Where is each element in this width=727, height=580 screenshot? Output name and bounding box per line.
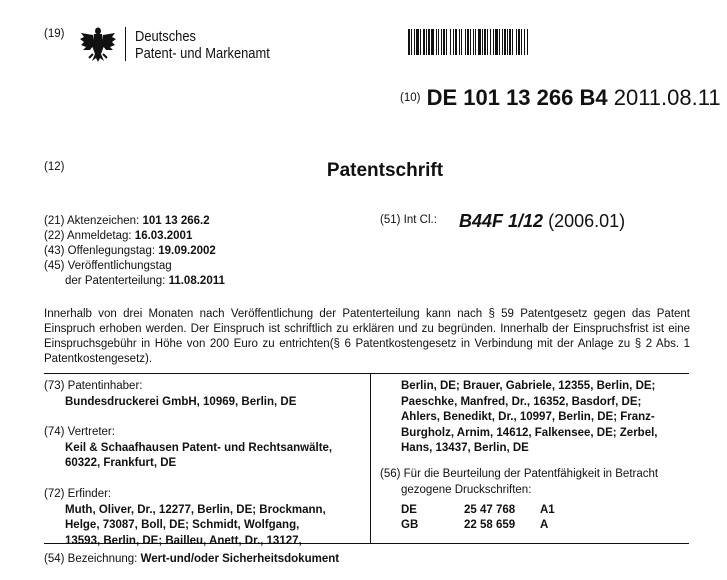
document-type: Patentschrift xyxy=(326,160,444,181)
erfinder-continued-line: Hans, 13437, Berlin, DE xyxy=(401,442,529,454)
citation-country: DE xyxy=(401,504,417,516)
vertreter-line-2: 60322, Frankfurt, DE xyxy=(65,457,177,469)
veroeffentlichung-row xyxy=(44,259,225,274)
vertreter-label: Vertreter: xyxy=(67,426,115,438)
erfinder-line: Muth, Oliver, Dr., 12277, Berlin, DE; Brockmann, xyxy=(65,503,326,516)
offenlegungstag-row xyxy=(44,244,225,259)
erfinder-continued-line: Paeschke, Manfred, Dr., 16352, Basdorf, DE; xyxy=(401,395,642,408)
citations-table xyxy=(401,503,570,533)
bezeichnung-label: Bezeichnung: xyxy=(67,553,138,565)
bezeichnung-value: Wert-und/oder Sicherheitsdokument xyxy=(140,553,340,565)
box-column-divider xyxy=(370,373,371,543)
federal-eagle-logo xyxy=(80,24,116,64)
citation-country: GB xyxy=(401,519,419,531)
inid-72: (72) xyxy=(44,488,65,500)
publication-number xyxy=(400,86,721,110)
erfinder-continued-line: Berlin, DE; Brauer, Gabriele, 12355, Berlin, DE; xyxy=(401,380,656,392)
patenterteilung-row xyxy=(44,274,225,289)
offenlegungstag-value: 19.09.2002 xyxy=(158,245,216,257)
anmeldetag-label: Anmeldetag: xyxy=(67,230,132,242)
citation-number: 25 47 768 xyxy=(464,504,516,516)
agency-line-2: Patent- und Markenamt xyxy=(135,45,270,62)
inid-51: (51) xyxy=(380,214,401,226)
agency-line-1: Deutsches xyxy=(135,28,196,45)
opposition-notice: Innerhalb von drei Monaten nach Veröffentlichung der Patenterteilung kann nach § 59 Patentgesetz gegen das Patent Einspruch erhoben werden. Der Einspruch ist schriftlich zu erklären und zu begründen. Innerhalb der Einspruchsfrist ist eine Einspruchsgebühr in Höhe von 200 Euro zu entrichten(§ 6 Patentkostengesetz in Verbindung mit der Anlage zu § 2 Abs. 1 Patentkostengesetz). xyxy=(44,308,690,365)
document-type-title xyxy=(0,160,727,182)
erfinder-continued-line: Burgholz, Arnim, 14612, Falkensee, DE; Zerbel, xyxy=(401,426,658,439)
patentinhaber-block xyxy=(44,379,364,410)
int-cl-value xyxy=(459,211,625,232)
inid-19: (19) xyxy=(44,28,65,40)
inid-10: (10) xyxy=(400,92,421,104)
patenterteilung-label: der Patenterteilung: xyxy=(65,275,166,287)
barcode xyxy=(408,29,684,55)
int-cl-text: Int Cl.: xyxy=(403,214,437,226)
erfinder-continued-line: Ahlers, Benedikt, Dr., 10997, Berlin, DE; Franz- xyxy=(401,411,655,423)
inid-73: (73) xyxy=(44,380,65,392)
agency-name xyxy=(135,28,270,62)
erfinder-block xyxy=(44,487,370,549)
citations-label-line-2: gezogene Druckschriften: xyxy=(401,483,532,496)
agency-divider xyxy=(125,27,126,61)
box-top-rule xyxy=(44,373,689,374)
inid-45: (45) xyxy=(44,260,65,272)
citation-kind: A xyxy=(540,519,549,531)
patentinhaber-value: Bundesdruckerei GmbH, 10969, Berlin, DE xyxy=(65,395,297,408)
inid-43: (43) xyxy=(44,245,65,257)
bibliographic-data xyxy=(44,214,225,289)
anmeldetag-value: 16.03.2001 xyxy=(134,230,193,242)
vertreter-line-1: Keil & Schaafhausen Patent- und Rechtsanwälte, xyxy=(65,441,333,454)
offenlegungstag-label: Offenlegungstag: xyxy=(67,245,156,257)
erfinder-line: 13593, Berlin, DE; Bailleu, Anett, Dr., 13127, xyxy=(65,534,302,547)
patenterteilung-value: 11.08.2011 xyxy=(168,275,225,287)
vertreter-block xyxy=(44,425,364,472)
inid-12: (12) xyxy=(44,161,65,173)
document-number: DE 101 13 266 B4 xyxy=(426,85,608,110)
erfinder-line: Helge, 73087, Boll, DE; Schmidt, Wolfgang, xyxy=(65,519,300,531)
citations-label: Für die Beurteilung der Patentfähigkeit in Betracht xyxy=(403,468,659,480)
patentinhaber-label: Patentinhaber: xyxy=(67,380,143,392)
ipc-version: (2006.01) xyxy=(548,211,626,231)
inid-22: (22) xyxy=(44,230,65,242)
int-cl-label xyxy=(380,214,437,226)
citation-number: 22 58 659 xyxy=(464,519,516,531)
erfinder-continued xyxy=(401,379,691,457)
erfinder-label: Erfinder: xyxy=(67,488,112,500)
citation-kind: A1 xyxy=(540,504,555,516)
barcode-bar xyxy=(528,29,529,55)
inid-56: (56) xyxy=(380,468,401,480)
inid-21: (21) xyxy=(44,215,65,227)
aktenzeichen-value: 101 13 266.2 xyxy=(142,215,210,227)
aktenzeichen-label: Aktenzeichen: xyxy=(67,215,140,227)
bezeichnung-row xyxy=(44,552,684,568)
aktenzeichen-row xyxy=(44,214,225,229)
ipc-class: B44F 1/12 xyxy=(459,211,544,231)
publication-date: 2011.08.11 xyxy=(613,85,721,110)
inid-54: (54) xyxy=(44,553,65,565)
veroeffentlichung-label: Veröffentlichungstag xyxy=(67,260,172,272)
citations-block xyxy=(380,467,690,498)
inid-74: (74) xyxy=(44,426,65,438)
anmeldetag-row xyxy=(44,229,225,244)
